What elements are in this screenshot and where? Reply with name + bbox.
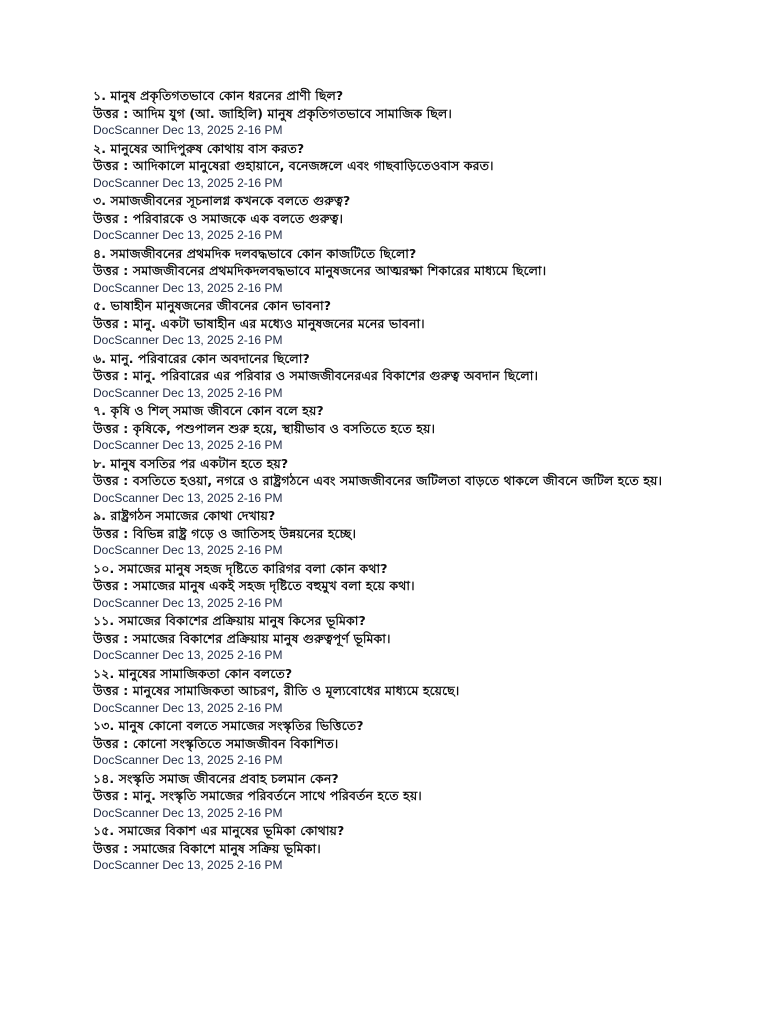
answer-text (93, 630, 673, 648)
scanner-stamp: DocScanner Dec 13, 2025 2-16 PM (93, 858, 283, 872)
answer-text (93, 315, 673, 333)
answer-body: সমাজের মানুষ একই সহজ দৃষ্টিতে বহুমুখ বলা হয়ে কথা। (132, 578, 415, 593)
answer-body: কোনো সংস্কৃতিতে সমাজজীবন বিকাশিত। (132, 735, 339, 751)
scanner-stamp: DocScanner Dec 13, 2025 2-16 PM (93, 805, 283, 820)
answer-label: উত্তর : (93, 158, 133, 173)
question-text: ১০. সমাজের মানুষ সহজ দৃষ্টিতে কারিগর বলা কোন কথা? (93, 560, 388, 576)
scanner-stamp: DocScanner Dec 13, 2025 2-16 PM (93, 700, 283, 715)
qa-item (93, 245, 673, 297)
qa-item (93, 770, 673, 822)
question-text: ৫. ভাষাহীন মানুষজনের জীবনের কোন ভাবনা? (93, 298, 332, 313)
question-text: ১১. সমাজের বিকাশের প্রক্রিয়ায় মানুষ কিসের ভূমিকা? (93, 613, 366, 628)
question-text: ১. মানুষ প্রকৃতিগতভাবে কোন ধরনের প্রাণী ছিল? (93, 88, 344, 103)
answer-body: আদিকালে মানুষেরা গুহায়ানে, বনেজঙ্গলে এবং গাছবাড়িতেওবাস করত। (132, 158, 494, 173)
qa-item (93, 612, 673, 664)
answer-text (93, 210, 673, 228)
qa-item (93, 560, 673, 612)
qa-item (93, 507, 673, 559)
scanner-stamp: DocScanner Dec 13, 2025 2-16 PM (93, 228, 283, 242)
qa-item (93, 402, 673, 454)
answer-text (93, 420, 673, 438)
answer-body: সমাজের বিকাশে মানুষ সক্রিয় ভূমিকা। (132, 840, 321, 856)
question-text: ৮. মানুষ বসতির পর একটান হতে হয়? (93, 455, 289, 471)
scanner-stamp: DocScanner Dec 13, 2025 2-16 PM (93, 333, 283, 347)
document-page (93, 87, 673, 875)
answer-label: উত্তর : (93, 368, 133, 383)
answer-text (93, 105, 673, 123)
answer-label: উত্তর : (93, 630, 133, 646)
answer-text (93, 472, 673, 490)
answer-label: উত্তর : (93, 473, 133, 488)
answer-text (93, 682, 673, 700)
question-text: ১৪. সংস্কৃতি সমাজ জীবনের প্রবাহ চলমান কেন? (93, 770, 339, 786)
answer-text (93, 525, 673, 543)
answer-body: বিভিন্ন রাষ্ট্র গড়ে ও জাতিসহ উন্নয়নের হচ্ছে। (132, 525, 357, 541)
qa-item (93, 665, 673, 717)
answer-text (93, 840, 673, 858)
scanner-stamp: DocScanner Dec 13, 2025 2-16 PM (93, 175, 283, 190)
answer-body: বসতিতে হওয়া, নগরে ও রাষ্ট্রগঠনে এবং সমাজজীবনের জটিলতা বাড়তে থাকলে জীবনে জটিল হতে হয়। (132, 473, 663, 488)
answer-text (93, 262, 673, 280)
answer-text (93, 577, 673, 595)
answer-label: উত্তর : (93, 263, 133, 278)
answer-label: উত্তর : (93, 105, 133, 121)
question-text: ১৫. সমাজের বিকাশ এর মানুষের ভূমিকা কোথায়? (93, 823, 345, 838)
qa-item (93, 87, 673, 139)
answer-label: উত্তর : (93, 735, 133, 751)
scanner-stamp: DocScanner Dec 13, 2025 2-16 PM (93, 490, 283, 505)
answer-body: মানুষের সামাজিকতা আচরণ, রীতি ও মূল্যবোধের মাধ্যমে হয়েছে। (132, 683, 460, 698)
question-text: ৯. রাষ্ট্রগঠন সমাজের কোথা দেখায়? (93, 508, 276, 523)
answer-label: উত্তর : (93, 525, 133, 541)
answer-text (93, 367, 673, 385)
answer-body: মানু. পরিবারের এর পরিবার ও সমাজজীবনেরএর বিকাশের গুরুত্ব অবদান ছিলো। (132, 368, 539, 383)
question-text: ১৩. মানুষ কোনো বলতে সমাজের সংস্কৃতির ভিত্তিতে? (93, 718, 364, 733)
scanner-stamp: DocScanner Dec 13, 2025 2-16 PM (93, 280, 283, 295)
qa-item (93, 822, 673, 874)
answer-body: পরিবারকে ও সমাজকে এক বলতে গুরুত্ব। (132, 210, 344, 226)
question-text: ১২. মানুষের সামাজিকতা কোন বলতে? (93, 665, 293, 681)
answer-label: উত্তর : (93, 578, 133, 593)
answer-label: উত্তর : (93, 788, 133, 803)
qa-item (93, 717, 673, 769)
answer-body: মানু. সংস্কৃতি সমাজের পরিবর্তনে সাথে পরিবর্তন হতে হয়। (132, 788, 422, 803)
answer-text (93, 735, 673, 753)
answer-text (93, 157, 673, 175)
answer-body: সমাজজীবনের প্রথমদিকদলবদ্ধভাবে মানুষজনের আত্মরক্ষা শিকারের মাধ্যমে ছিলো। (132, 263, 547, 278)
scanner-stamp: DocScanner Dec 13, 2025 2-16 PM (93, 385, 283, 400)
answer-label: উত্তর : (93, 420, 133, 436)
answer-body: মানু. একটা ভাষাহীন এর মধ্যেও মানুষজনের মনের ভাবনা। (132, 315, 425, 331)
qa-item (93, 350, 673, 402)
scanner-stamp: DocScanner Dec 13, 2025 2-16 PM (93, 595, 283, 610)
answer-text (93, 787, 673, 805)
scanner-stamp: DocScanner Dec 13, 2025 2-16 PM (93, 123, 283, 137)
answer-body: আদিম যুগ (আ. জাহিলি) মানুষ প্রকৃতিগতভাবে সামাজিক ছিল। (132, 105, 452, 121)
answer-label: উত্তর : (93, 315, 133, 331)
scanner-stamp: DocScanner Dec 13, 2025 2-16 PM (93, 648, 283, 662)
answer-label: উত্তর : (93, 683, 133, 698)
question-text: ২. মানুষের আদিপুরুষ কোথায় বাস করত? (93, 140, 305, 156)
question-text: ৪. সমাজজীবনের প্রথমদিক দলবদ্ধভাবে কোন কাজটিতে ছিলো? (93, 245, 417, 261)
qa-item (93, 297, 673, 349)
answer-body: কৃষিকে, পশুপালন শুরু হয়ে, স্থায়ীভাব ও বসতিতে হতে হয়। (132, 420, 436, 436)
question-text: ৩. সমাজজীবনের সূচনালগ্ন কখনকে বলতে গুরুত্ব? (93, 193, 351, 208)
qa-item (93, 455, 673, 507)
scanner-stamp: DocScanner Dec 13, 2025 2-16 PM (93, 543, 283, 557)
answer-label: উত্তর : (93, 840, 133, 856)
qa-item (93, 140, 673, 192)
scanner-stamp: DocScanner Dec 13, 2025 2-16 PM (93, 438, 283, 452)
scanner-stamp: DocScanner Dec 13, 2025 2-16 PM (93, 753, 283, 767)
qa-item (93, 192, 673, 244)
question-text: ৭. কৃষি ও শিল্ সমাজ জীবনে কোন বলে হয়? (93, 403, 324, 418)
answer-label: উত্তর : (93, 210, 133, 226)
answer-body: সমাজের বিকাশের প্রক্রিয়ায় মানুষ গুরুত্বপূর্ণ ভূমিকা। (132, 630, 391, 646)
question-text: ৬. মানু. পরিবারের কোন অবদানের ছিলো? (93, 350, 310, 366)
